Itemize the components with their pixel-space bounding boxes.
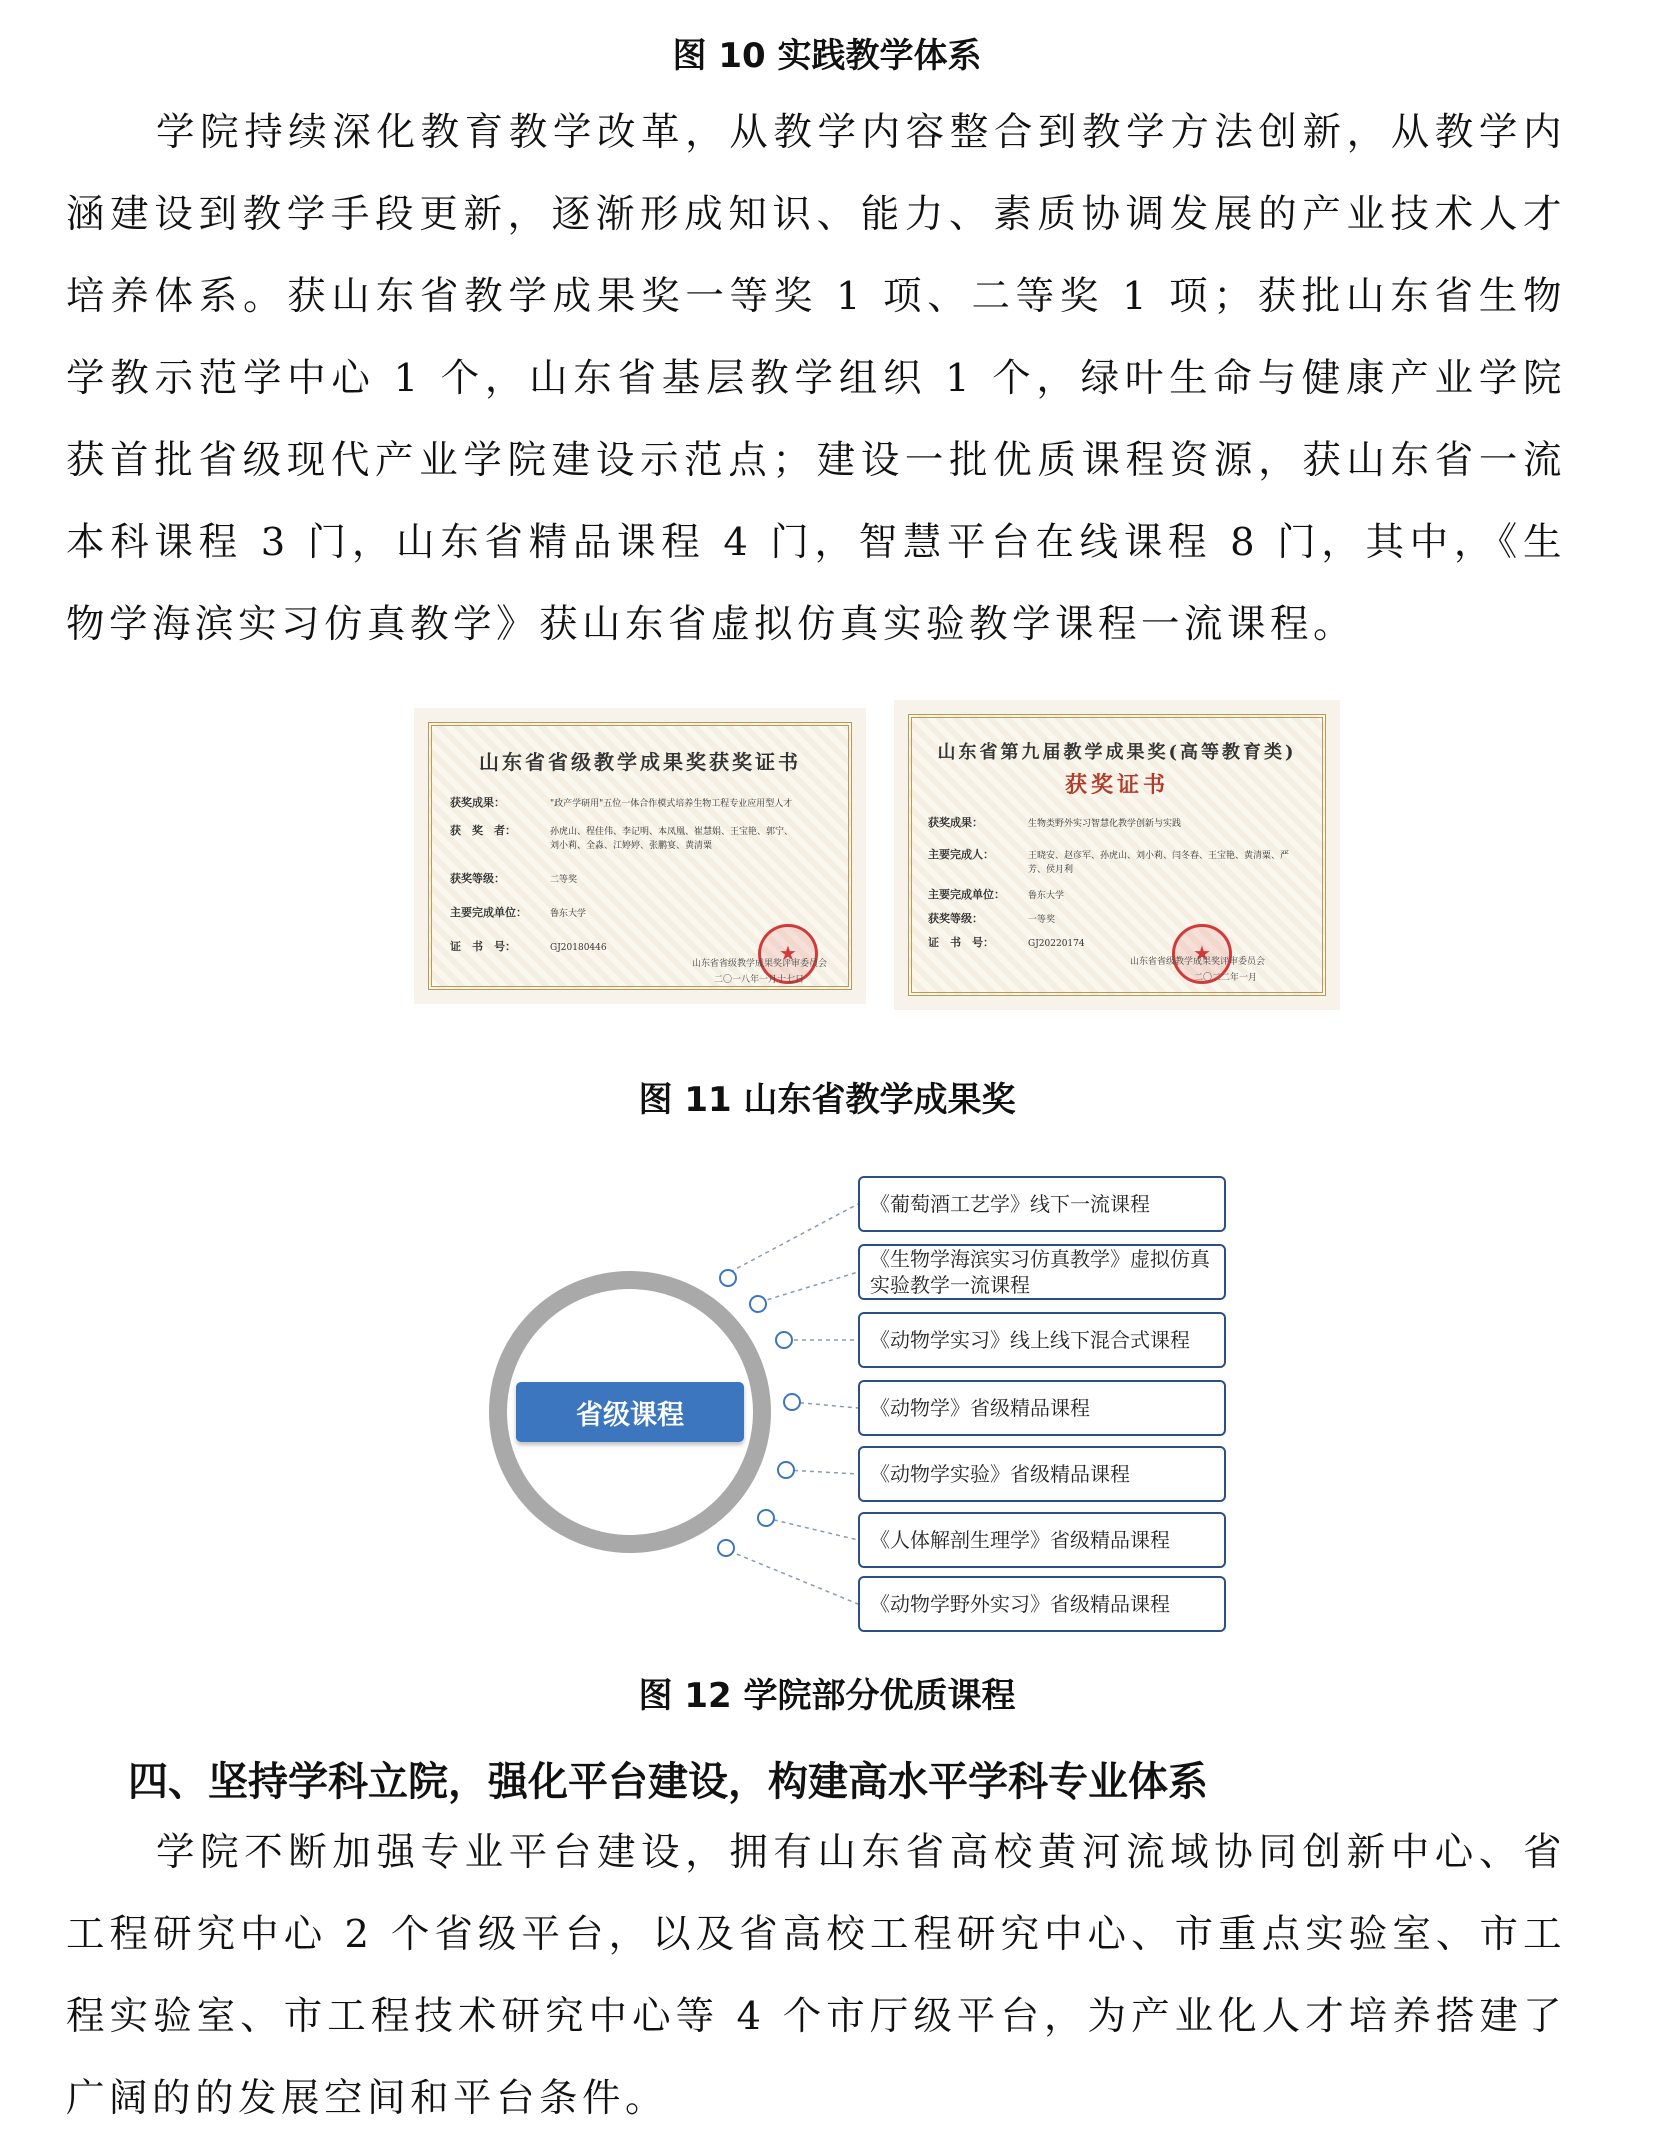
figure-11-caption: 图 11 山东省教学成果奖 [638, 1080, 1016, 1120]
certificate-row: 获奖等级： 一等奖 [928, 912, 1056, 925]
certificate-row: 主要完成单位： 鲁东大学 [450, 906, 587, 919]
certificate-issuer: 山东省省级教学成果奖评审委员会 [692, 959, 828, 969]
certificate-row: 芳、侯月利 [1028, 865, 1074, 875]
paragraph-platform-construction: 学院不断加强专业平台建设，拥有山东省高校黄河流域协同创新中心、省工程研究中心 2 个省级平台，以及省高校工程研究中心、市重点实验室、市工程实验室、市工程技术研究中心等 4 个市厅级平台，为产业化人才培养搭建了广阔的的发展空间和平台条件。 [66, 1830, 1566, 2121]
certificate-subtitle: 获奖证书 [1064, 772, 1169, 798]
course-box: 《动物学》省级精品课程 [858, 1380, 1226, 1436]
course-box: 《葡萄酒工艺学》线下一流课程 [858, 1176, 1226, 1232]
course-box: 《动物学野外实习》省级精品课程 [858, 1576, 1226, 1632]
figure-10-caption: 图 10 实践教学体系 [672, 36, 982, 76]
figure-12-caption: 图 12 学院部分优质课程 [638, 1676, 1016, 1716]
course-box: 《生物学海滨实习仿真教学》虚拟仿真实验教学一流课程 [858, 1244, 1226, 1300]
certificate-row: 获奖等级： 二等奖 [450, 872, 578, 885]
certificate-issuer: 山东省省级教学成果奖评审委员会 [1130, 957, 1266, 967]
certificate-row: 刘小莉、全淼、江婷婷、张鹏宴、黄清粟 [550, 841, 713, 851]
certificate-provincial-award [414, 708, 866, 1004]
course-box: 《动物学实习》线上线下混合式课程 [858, 1312, 1226, 1368]
certificate-row: 获奖成果： 生物类野外实习智慧化教学创新与实践 [928, 816, 1182, 829]
certificate-row: 主要完成人： 王晓安、赵彦军、孙虎山、刘小莉、闫冬春、王宝艳、黄清粟、严 [928, 848, 1290, 861]
certificate-row: 获奖成果： "政产学研用"五位一体合作模式培养生物工程专业应用型人才 [450, 796, 793, 809]
certificate-row: 证 书 号： GJ20220174 [928, 936, 1085, 949]
certificate-title: 山东省第九届教学成果奖(高等教育类) [937, 742, 1297, 763]
course-box: 《人体解剖生理学》省级精品课程 [858, 1512, 1226, 1568]
certificate-row: 获 奖 者： 孙虎山、程佳伟、李记明、本凤凰、崔慧娟、王宝艳、郭宁、 [450, 824, 794, 837]
certificate-date: 二〇一八年一月十七日 [714, 975, 805, 985]
certificate-date: 二〇二二年一月 [1194, 973, 1258, 983]
certificate-ninth-award [894, 700, 1340, 1010]
certificate-row: 主要完成单位： 鲁东大学 [928, 888, 1065, 901]
paragraph-teaching-reform: 学院持续深化教育教学改革，从教学内容整合到教学方法创新，从教学内涵建设到教学手段更新，逐渐形成知识、能力、素质协调发展的产业技术人才培养体系。获山东省教学成果奖一等奖 1 项、二等奖 1 项；获批山东省生物学教示范学中心 1 个，山东省基层教学组织 1 个，绿叶生命与健康产业学院获首批省级现代产业学院建设示范点；建设一批优质课程资源，获山东省一流本科课程 3 门，山东省精品课程 4 门，智慧平台在线课程 8 门，其中，《生物学海滨实习仿真教学》获山东省虚拟仿真实验教学课程一流课程。 [66, 110, 1566, 647]
course-box: 《动物学实验》省级精品课程 [858, 1446, 1226, 1502]
section-heading-4: 四、坚持学科立院，强化平台建设，构建高水平学科专业体系 [128, 1759, 1208, 1805]
certificate-row: 证 书 号： GJ20180446 [450, 940, 607, 953]
center-label-provincial-courses: 省级课程 [516, 1382, 744, 1442]
certificate-title: 山东省省级教学成果奖获奖证书 [479, 750, 801, 774]
